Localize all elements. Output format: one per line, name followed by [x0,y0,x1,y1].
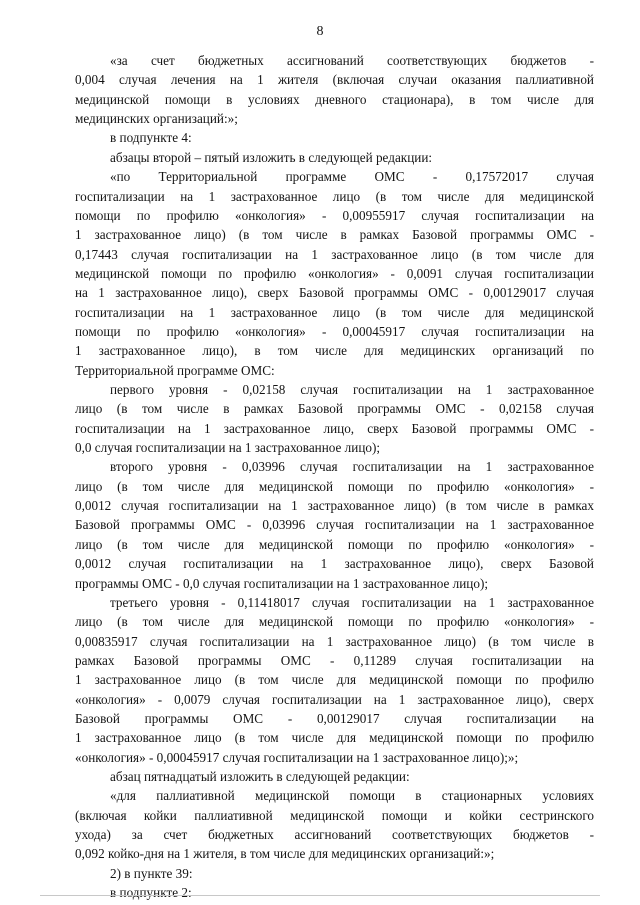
text-line: второго уровня - 0,03996 случая госпитализации на 1 застрахованное [110,459,594,475]
text-line: помощи по профилю «онкология» - 0,00955917 случая госпитализации на [75,207,594,223]
text-line: медицинской помощи по профилю «онкология» - 0,0091 случая госпитализации [75,265,594,281]
text-line: «по Территориальной программе ОМС - 0,17572017 случая [110,169,594,185]
text-line: Базовой программы ОМС - 0,03996 случая госпитализации на 1 застрахованное [75,517,594,533]
text-line: ухода) за счет бюджетных ассигнований соответствующих бюджетов - [75,827,594,842]
text-line: Базовой программы ОМС - 0,00129017 случая госпитализации на [75,710,594,726]
text-line: медицинских организаций:»; [75,111,238,127]
text-line: 2) в пункте 39: [110,865,193,881]
text-line: 1 застрахованное лицо) (в том числе в рамках Базовой программы ОМС - [75,227,594,243]
text-line: 0,0012 случая госпитализации на 1 застрахованное лицо) (в том числе в рамках [75,498,594,514]
text-line: лицо (в том числе в рамках Базовой программы ОМС - 0,02158 случая [75,401,594,417]
text-line: медицинской помощи в условиях дневного стационара), в том числе для [75,91,594,107]
text-line: 0,17443 случая госпитализации на 1 застрахованное лицо (в том числе для [75,246,594,262]
text-line: лицо (в том числе для медицинской помощи по профилю «онкология» - [75,614,594,630]
page-bottom-edge [40,895,600,896]
text-line: «для паллиативной медицинской помощи в стационарных условиях [110,788,594,804]
text-line: 0,0012 случая госпитализации на 1 застрахованное лицо), сверх Базовой [75,556,594,572]
page-number: 8 [316,24,324,39]
text-line: 0,00835917 случая госпитализации на 1 застрахованное лицо) (в том числе в [75,633,594,649]
text-line: 1 застрахованное лицо (в том числе для медицинской помощи по профилю [75,730,594,746]
text-line: программы ОМС - 0,0 случая госпитализации на 1 застрахованное лицо); [75,575,489,591]
text-line: (включая койки паллиативной медицинской помощи и койки сестринского [75,807,594,823]
text-line: абзацы второй – пятый изложить в следующей редакции: [110,149,433,165]
text-line: 1 застрахованное лицо (в том числе для медицинской помощи по профилю [75,672,594,688]
text-line: в подпункте 4: [110,130,192,146]
text-line: госпитализации на 1 застрахованное лицо (в том числе для медицинской [75,188,594,204]
text-line: госпитализации на 1 застрахованное лицо, сверх Базовой программы ОМС - [75,420,594,436]
text-line: первого уровня - 0,02158 случая госпитализации на 1 застрахованное [110,382,594,397]
text-line: абзац пятнадцатый изложить в следующей редакции: [110,769,410,784]
text-line: госпитализации на 1 застрахованное лицо (в том числе для медицинской [75,304,594,320]
text-line: 0,0 случая госпитализации на 1 застрахованное лицо); [75,440,381,455]
text-line: третьего уровня - 0,11418017 случая госпитализации на 1 застрахованное [110,594,594,610]
text-line: 0,092 койко-дня на 1 жителя, в том числе для медицинских организаций:»; [75,846,495,862]
text-line: 0,004 случая лечения на 1 жителя (включая случаи оказания паллиативной [75,72,594,88]
text-line: лицо (в том числе для медицинской помощи по профилю «онкология» - [75,536,594,552]
text-line: рамках Базовой программы ОМС - 0,11289 случая госпитализации на [75,652,594,668]
text-line: помощи по профилю «онкология» - 0,00045917 случая госпитализации на [75,323,594,339]
text-line: «онкология» - 0,0079 случая госпитализации на 1 застрахованное лицо), сверх [75,691,594,707]
text-line: 1 застрахованное лицо), в том числе для медицинских организаций по [75,343,594,359]
text-line: «за счет бюджетных ассигнований соответствующих бюджетов - [110,53,594,68]
text-line: лицо (в том числе для медицинской помощи по профилю «онкология» - [75,478,594,494]
text-line: «онкология» - 0,00045917 случая госпитализации на 1 застрахованное лицо);»; [75,749,519,765]
text-line: на 1 застрахованное лицо), сверх Базовой программы ОМС - 0,00129017 случая [75,285,594,301]
text-line: Территориальной программе ОМС: [75,362,275,378]
text-line: в подпункте 2: [110,885,192,901]
